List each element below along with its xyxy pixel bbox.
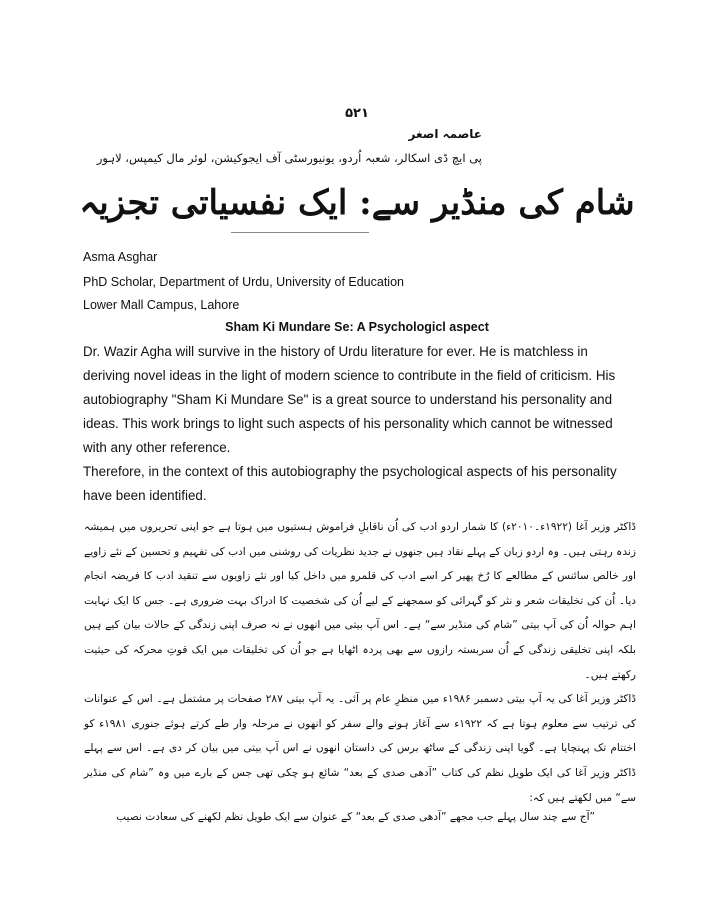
author-name-urdu: عاصمہ اصغر	[408, 127, 482, 141]
quote-urdu: ”آج سے چند سال پہلے جب مجھے ”آدھی صدی کے بعد“ کے عنوان سے ایک طویل نظم لکھنے کی سعادت نصیب	[116, 811, 595, 823]
paper-title-urdu: شام کی منڈیر سے: ایک نفسیاتی تجزیہ	[79, 183, 635, 223]
body-paragraph: ڈاکٹر وزیر آغا (۱۹۲۲ء۔۲۰۱۰ء) کا شمار اردو ادب کی اُن ناقابلِ فراموش ہستیوں میں ہوتا ہے جو اپنی تحریروں میں ہمیشہ زندہ رہتی ہیں۔ وہ اردو زبان کے پہلے نقاد ہیں جنھوں نے جدید نظریات کی روشنی میں ادب کی تفہیم و تحسین کے نئے زاویے اور خالص سائنس کے مطالعے کا رُخ پھیر کر اسے ادب کی قلمرو میں داخل کیا اور نئے زاویوں سے تنقید ادب کا فریضہ انجام دیا۔ اُن کی تخلیقات شعر و نثر کو گہرائی کو سمجھنے کے لیے اُن کی شخصیت کا ادراک بہت ضروری ہے۔ جس کا ایک نہایت اہم حوالہ اُن کی آپ بیتی ”شام کی منڈیر سے“ ہے۔ اس آپ بیتی میں انھوں نے نہ صرف اپنی زندگی کے حالات بیان کیے ہیں بلکہ اپنی تخلیقی زندگی کے اُن سربستہ رازوں سے بھی پردہ اٹھایا ہے جو اُن کی تخلیقات میں ایک قوتِ محرکہ کی حیثیت رکھتے ہیں۔	[84, 521, 636, 681]
paper-title-en: Sham Ki Mundare Se: A Psychologicl aspect	[225, 320, 489, 334]
author-affiliation-urdu: پی ایچ ڈی اسکالر، شعبہ اُردو، یونیورسٹی آف ایجوکیشن، لوئر مال کیمپس، لاہور	[96, 151, 482, 165]
abstract-en: Dr. Wazir Agha will survive in the history of Urdu literature for ever. He is matchless in deriving novel ideas in the light of modern science to contribute in the field of criticism. His autobiography "Sham Ki Mundare Se" is a great source to understand his personality and ideas. This work brings to light such aspects of his personality which cannot be witnessed with any other reference. Therefore, in the context of this autobiography the psychological aspects of his personality have been identified.	[83, 344, 617, 503]
author-affiliation-en-line2: Lower Mall Campus, Lahore	[83, 298, 240, 312]
author-affiliation-en-line1: PhD Scholar, Department of Urdu, University of Education	[83, 275, 404, 289]
author-name-en: Asma Asghar	[83, 250, 158, 264]
title-divider	[231, 232, 369, 233]
body-paragraph: ڈاکٹر وزیر آغا کی یہ آپ بیتی دسمبر ۱۹۸۶ء میں منظرِ عام پر آئی۔ یہ آپ بیتی ۲۸۷ صفحات پر مشتمل ہے۔ اس کے عنوانات کی ترتیب سے معلوم ہوتا ہے کہ ۱۹۲۲ء سے آغاز ہونے والے سفر کو انھوں نے مرحلہ وار طے کرتے ہوئے جنوری ۱۹۸۱ء کو اختتام تک پہنچایا ہے۔ گویا اپنی زندگی کے ساٹھ برس کی داستان انھوں نے اس آپ بیتی میں بیان کر دی ہے۔ اس سے پہلے ڈاکٹر وزیر آغا کی ایک طویل نظم کی کتاب ”آدھی صدی کے بعد“ شائع ہو چکی تھی جس کے بارے میں وہ ”شام کی منڈیر سے“ میں لکھتے ہیں کہ:	[84, 693, 636, 804]
page-number: ۵۲۱	[345, 106, 369, 121]
body-urdu	[84, 515, 636, 810]
